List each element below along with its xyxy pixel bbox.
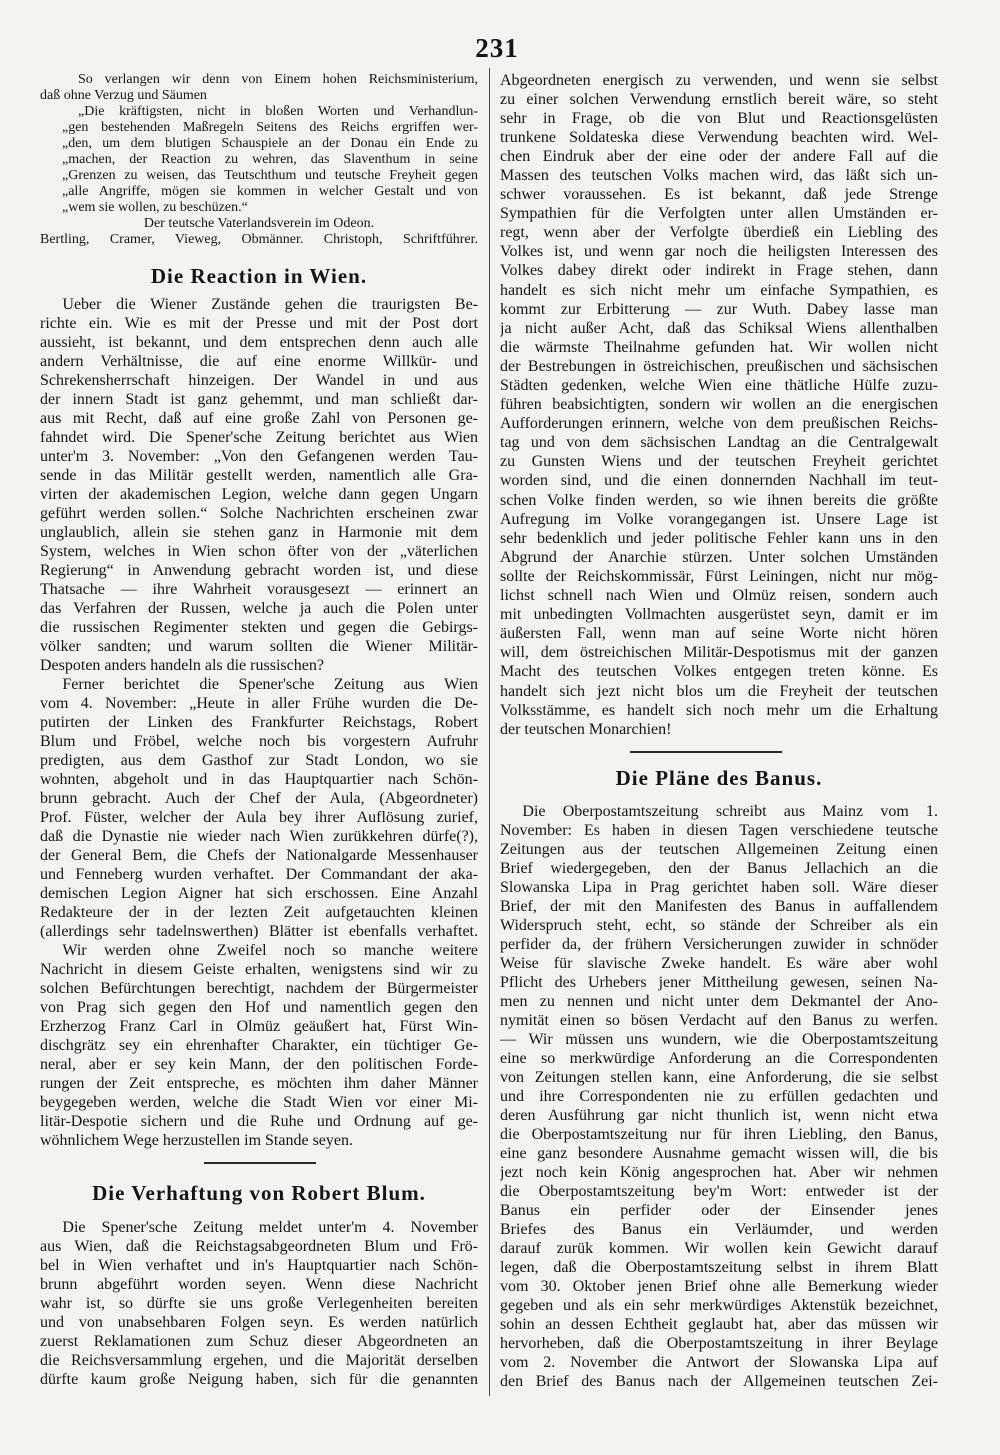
text-line: sende in das Militär gestellt werden, namentlich alle Gra- [40,466,478,484]
text-line: Volkes ist, und wenn gar noch die heiligsten Interessen des [500,243,938,261]
text-line: sohin an dessen Echtheit geglaubt hat, aber das müssen wir [500,1315,938,1333]
text-line: vom 4. November: „Heute in aller Frühe wurden die De- [40,694,478,712]
text-line: lichst schnell nach Wien und Olmüz reisen, sondern auch [500,587,938,605]
text-line: nymität einen so bösen Verdacht auf den Banus zu werfen. [500,1011,938,1029]
text-line: der innern Stadt ist ganz gehemmt, und man schließt dar- [40,390,478,408]
text-line: die Reichsversammlung ergehen, und die Majorität derselben [40,1351,478,1369]
text-line: Aufforderungen erinnern, welche von dem preußischen Reichs- [500,415,938,433]
text-line: Widerspruch steht, echt, so stände der Schreiber als ein [500,916,938,934]
article-body [500,802,938,1391]
text-line: worden sind, und die einen donnernden Nachhall im teut- [500,472,938,490]
text-line: brunn abgeführt worden seyen. Wenn diese Nachricht [40,1275,478,1293]
article-body [40,295,478,1150]
text-line: das Verfahren der Russen, welche ja auch die Polen unter [40,599,478,617]
text-line: Wir werden ohne Zweifel noch so manche weitere [62,941,478,959]
text-line: aussieht, ist bekannt, und dem entsprechen denn auch alle [40,333,478,351]
text-line: vom 30. Oktober jenen Brief ohne alle Bemerkung wieder [500,1277,938,1295]
text-line: unter'm 3. November: „Von den Gefangenen werden Tau- [40,447,478,465]
text-line: dürfte kaum große Neigung haben, sich für die genannten [40,1370,478,1388]
text-line: wohnten, abgeholt und in das Hauptquartier nach Schön- [40,770,478,788]
text-line: hervorheben, daß die Oberpostamtszeitung in ihrer Beylage [500,1334,938,1352]
text-line: So verlangen wir denn von Einem hohen Reichsministerium, [78,72,478,87]
text-line: trunkene Soldateska diese Verwendung beachten wird. Wel- [500,128,938,146]
text-line: Despoten anders handeln als die russischen? [40,656,324,674]
text-line: zu Gunsten Wiens und der teutschen Freyheit gerichtet [500,453,938,471]
text-line: Erzherzog Franz Carl in Olmüz geäußert hat, Fürst Win- [40,1017,478,1035]
text-line: Brief wiedergegeben, den der Banus Jellachich an die [500,859,938,877]
text-line: Ferner berichtet die Spener'sche Zeitung aus Wien [62,675,478,693]
text-line: Schrekensherrschaft hinzeigen. Der Wandel in und aus [40,371,478,389]
text-line: geführt werden sollen.“ Solche Nachrichten erscheinen zwar [40,504,478,522]
text-line: Briefes des Banus ein Verläumder, und werden [500,1220,938,1238]
text-line: völker sandten; und warum sollten die Wiener Militär- [40,637,478,655]
text-line: „machen, der Reaction zu wehren, das Slaventhum in seine [62,152,478,167]
text-line: darauf zurük kommen. Wir wollen kein Gewicht darauf [500,1239,938,1257]
text-line: Die Oberpostamtszeitung schreibt aus Mainz vom 1. [522,802,938,820]
text-line: sehr bedenklich und jeder politische Fehler kann uns in den [500,529,938,547]
text-line: von Zeitungen stellen kann, eine Anforderung, die sie selbst [500,1068,938,1086]
text-line: Weise für slavische Zweke handelt. Es wäre aber wohl [500,954,938,972]
article-heading: Die Pläne des Banus. [615,766,823,790]
article-heading: Die Verhaftung von Robert Blum. [92,1181,426,1205]
text-line: die Oberpostamtszeitung nur für ihren Liebling, den Banus, [500,1125,938,1143]
text-line: und von unabsehbaren Folgen seyn. Es werden natürlich [40,1313,478,1331]
appeal-text [40,72,478,216]
text-line: handelt es sich nicht mehr um einfache Sympathien, es [500,281,938,299]
text-line: legen, daß die Oberpostamtszeitung selbst in ihrem Blatt [500,1258,938,1276]
text-line: virten der akademischen Legion, welche dann gegen Ungarn [40,485,478,503]
text-line: kommt zur Erbitterung — zur Wuth. Dabey lasse man [500,300,938,318]
article-body-continuation [500,71,938,739]
text-line: System, welches in Wien schon öfter von der „väterlichen [40,542,478,560]
text-line: aus mit Recht, daß auf eine große Zahl von Personen ge- [40,409,478,427]
text-line: der Bestrebungen in östreichischen, preußischen und sächsischen [500,357,938,375]
text-line: Nachricht in diesem Geiste erhalten, wenigstens sind wir zu [40,960,478,978]
text-line: schen Volke finden werden, so wie ihnen bereits die größte [500,491,938,509]
text-line: „den, um dem blutigen Schauspiele an der Donau ein Ende zu [62,136,478,151]
text-line: die russischen Regimenter stekten und gegen die Gebirgs- [40,618,478,636]
text-line: Banus ein perfider oder der Einsender jenes [500,1201,938,1219]
text-line: Regierung“ in Anwendung gebracht worden ist, und diese [40,561,478,579]
text-line: deren Ausführung gar nicht thunlich ist, wenn nicht etwa [500,1106,938,1124]
text-line: perfider da, der frühern Versicherungen zuwider in schnöder [500,935,938,953]
text-line: will, dem östreichischen Militär-Despotismus mit der ganzen [500,644,938,662]
text-line: „Grenzen zu weisen, das Teutschthum und teutsche Freyheit gegen [62,168,478,183]
article-body [40,1218,478,1389]
text-line: den Brief des Banus nach der Allgemeinen teutschen Zei- [500,1372,938,1390]
text-line: Slowanska Lipa in Prag gerichtet haben soll. Wäre dieser [500,878,938,896]
text-line: andern Verhältnisse, die auf eine enorme Willkür- und [40,352,478,370]
text-line: Abgrund der Anarchie stürzen. Unter solchen Umständen [500,548,938,566]
article-heading: Die Reaction in Wien. [150,264,368,288]
text-line: men zu nennen und nicht unter dem Dekmantel der Ano- [500,992,938,1010]
text-line: der teutschen Monarchien! [500,720,672,738]
text-line: und Fenneberg wurden verhaftet. Der Commandant der aka- [40,865,478,883]
text-line: aus Wien, daß die Reichstagsabgeordneten Blum und Frö- [40,1237,478,1255]
appeal-block [40,72,478,248]
text-line: neral, aber er sey kein Mann, der den politischen Forde- [40,1055,478,1073]
text-line: die wärmste Theilnahme gefunden hat. Wir wollen nicht [500,338,938,356]
text-line: daß die Dynastie nie wieder nach Wien zurükkehren dürfe(?), [40,827,478,845]
text-line: unglaublich, allein sie stehen ganz in Harmonie mit dem [40,523,478,541]
text-line: — Wir müssen uns wundern, wie die Oberpostamtszeitung [500,1030,938,1048]
text-line: (allerdings sehr tadelnswerthen) Blätter ist ebenfalls verhaftet. [40,922,478,940]
text-line: handelt sich jezt nicht blos um die Freyheit der teutschen [500,682,938,700]
text-line: fahndet wird. Die Spener'sche Zeitung berichtet aus Wien [40,428,478,446]
text-line: Thatsache — ihre Wahrheit vorausgesezt — erinnert an [40,580,478,598]
column-divider [489,68,490,1396]
text-line: predigten, aus dem Gasthof zur Stadt London, wo sie [40,751,478,769]
text-line: litär-Despotie sichern und die Ruhe und Ordnung auf ge- [40,1112,478,1130]
text-line: Zeitungen aus der teutschen Allgemeinen Zeitung einen [500,840,938,858]
text-line: Brief, der mit den Manifesten des Banus in auffallendem [500,897,938,915]
text-line: „wem sie wollen, zu beschüzen.“ [62,200,248,215]
text-line: putirten der Linken des Frankfurter Reichstags, Robert [40,713,478,731]
text-line: Pflicht des Urhebers jener Mittheilung gewesen, seinen Na- [500,973,938,991]
section-rule [204,1162,316,1164]
text-line: eine so merkwürdige Anforderung an die Correspondenten [500,1049,938,1067]
text-line: Volkes dabey direkt oder indirekt in Frage stehen, dann [500,262,938,280]
text-line: dischgrätz sey ein ehrenhafter Charakter, ein tüchtiger Ge- [40,1036,478,1054]
signature-org: Der teutsche Vaterlandsverein im Odeon. [143,216,375,231]
text-line: Massen des teutschen Volks machen wird, das läßt sich un- [500,166,938,184]
text-line: rungen der Zeit entspreche, es möchten ihm daher Männer [40,1074,478,1092]
text-line: sollte der Reichskommissär, Fürst Leiningen, nicht nur mög- [500,567,938,585]
text-line: brunn gebracht. Auch der Chef der Aula, (Abgeordneter) [40,789,478,807]
text-line: vom 2. November die Antwort der Slowanska Lipa auf [500,1353,938,1371]
text-line: der General Bem, die Chefs der Nationalgarde Messenhauser [40,846,478,864]
text-line: regt, wenn aber der Verfolgte überdieß ein Liebling des [500,224,938,242]
text-line: Blum und Fröbel, welche noch bis vorgestern Aufruhr [40,732,478,750]
text-line: Abgeordneten energisch zu verwenden, und wenn sie selbst [500,71,938,89]
text-line: Macht des teutschen Volkes entgegen treten könne. Es [500,663,938,681]
text-line: äußersten Fall, wenn man auf seine Worte nicht hören [500,625,938,643]
text-line: wahr ist, so dürfte sie uns große Verlegenheiten bereiten [40,1294,478,1312]
text-line: „alle Angriffe, mögen sie kommen in welcher Gestalt und von [62,184,478,199]
text-line: Sympathien für die Verfolgten unter allen Umständen er- [500,205,938,223]
text-line: die Oberpostamtszeitung bey'm Wort: entweder ist der [500,1182,938,1200]
text-line: zu einer solchen Verwendung ernstlich bereit wäre, so steht [500,90,938,108]
text-line: Die Spener'sche Zeitung meldet unter'm 4. November [62,1218,478,1236]
text-line: Städten gedenken, welche Wien eine thätliche Hülfe zuzu- [500,377,938,394]
text-line: und ihre Correspondenten nie zu erfüllen gedachten und [500,1087,938,1105]
text-line: zuerst Reklamationen zum Schuz dieser Abgeordneten an [40,1332,478,1350]
text-line: solchen Befürchtungen berechtigt, nachdem der Bürgermeister [40,979,478,997]
text-line: sehr in Frage, ob die von Blut und Reactionsgelüsten [500,109,938,127]
text-line: jezt noch kein König angesprochen hat. Aber wir nehmen [500,1163,938,1181]
signatories: Bertling, Cramer, Vieweg, Obmänner. Christoph, Schriftführer. [40,232,478,247]
text-line: mit unbedingten Vollmachten ausgerüstet seyn, damit er im [500,606,938,624]
text-line: demischen Legion Aigner hat sich erschossen. Eine Anzahl [40,884,478,902]
text-line: Volksstämme, es handelt sich noch mehr um die Erhaltung [500,701,938,719]
text-line: Prof. Füster, welcher der Aula bey ihrer Auflösung zurief, [40,808,478,826]
text-line: tag und von dem sächsischen Landtag an die Centralgewalt [500,434,938,452]
text-line: daß ohne Verzug und Säumen [40,88,207,103]
section-rule [630,751,782,753]
text-line: „Die kräftigsten, nicht in bloßen Worten und Verhandlun- [78,104,478,119]
text-line: „gen bestehenden Maßregeln Seitens des Reichs ergriffen wer- [62,120,478,135]
text-line: bel in Wien verhaftet und in's Hauptquartier nach Schön- [40,1256,478,1274]
text-line: richte ein. Wie es mit der Presse und mit der Post dort [40,314,478,332]
text-line: schwer voraussehen. Es ist bekannt, daß jede Strenge [500,186,938,204]
text-line: chen Eindruk aber der eine oder der andere Fall auf die [500,147,938,165]
text-line: Ueber die Wiener Zustände gehen die traurigsten Be- [62,295,478,313]
text-line: Aufregung im Volke vorangegangen ist. Unsere Lage ist [500,510,938,528]
text-line: November: Es haben in diesen Tagen verschiedene teutsche [500,821,938,839]
text-line: von Prag sich gegen den Hof und namentlich gegen den [40,998,478,1016]
text-line: ja nicht außer Acht, daß das Schiksal Wiens allenthalben [500,319,938,337]
page-number: 231 [475,33,519,63]
text-line: führen beabsichtigten, sondern wir wollen an die energischen [500,396,938,414]
text-line: beygegeben werden, welche die Stadt Wien vor einer Mi- [40,1093,478,1111]
text-line: wöhnlichem Wege herzustellen im Stande seyen. [40,1131,353,1149]
text-line: Redakteure der in der lezten Zeit aufgetauchten kleinen [40,903,478,921]
text-line: eine ganz besondere Ausnahme gemacht wissen will, die bis [500,1144,938,1162]
text-line: gegeben und als ein sehr merkwürdiges Aktenstük bezeichnet, [500,1296,938,1314]
